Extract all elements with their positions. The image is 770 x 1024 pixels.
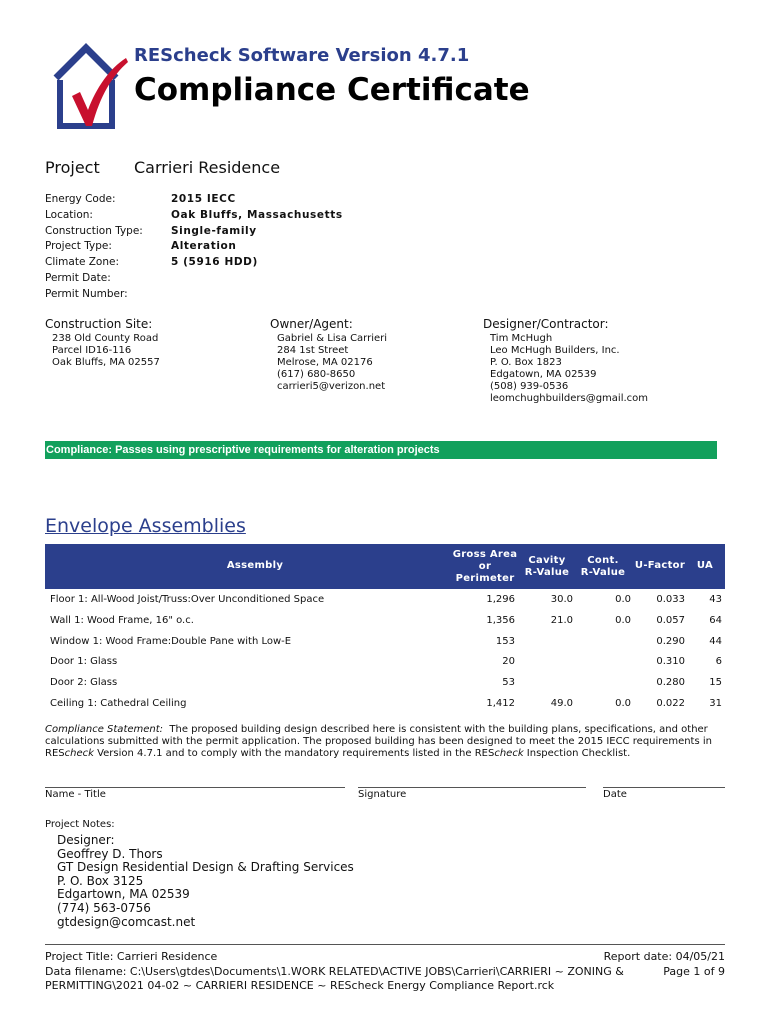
owner-agent-heading: Owner/Agent: — [270, 317, 353, 331]
info-row — [45, 225, 343, 241]
cell-ufactor: 0.310 — [656, 656, 685, 667]
address-line: (617) 680-8650 — [277, 369, 356, 380]
cell-assembly: Wall 1: Wood Frame, 16" o.c. — [50, 615, 194, 626]
info-value: 2015 IECC — [171, 193, 236, 205]
note-line: GT Design Residential Design & Drafting Services — [57, 860, 354, 875]
col-label-line: or — [478, 561, 492, 572]
cell-gross: 1,296 — [486, 594, 515, 605]
info-key: Construction Type: — [45, 224, 143, 237]
compliance-banner: Compliance: Passes using prescriptive requirements for alteration projects — [45, 441, 717, 459]
cell-assembly: Window 1: Wood Frame:Double Pane with Low-E — [50, 636, 292, 647]
cell-ufactor: 0.057 — [656, 615, 685, 626]
project-notes — [57, 834, 354, 929]
cell-cavity: 49.0 — [550, 698, 573, 709]
cell-gross: 153 — [495, 636, 515, 647]
address-line: 238 Old County Road — [52, 333, 159, 344]
cell-ufactor: 0.022 — [656, 698, 685, 709]
info-value: 5 (5916 HDD) — [171, 256, 258, 269]
address-line: Gabriel & Lisa Carrieri — [277, 333, 388, 344]
cell-ua: 15 — [709, 677, 722, 688]
address-line: (508) 939-0536 — [490, 381, 569, 392]
col-label-line: R-Value — [524, 567, 570, 578]
designer-contractor-heading: Designer/Contractor: — [483, 317, 609, 331]
info-row — [45, 256, 343, 272]
info-row — [45, 272, 343, 288]
address-line: Tim McHugh — [490, 333, 553, 344]
cell-cont: 0.0 — [615, 594, 631, 605]
cell-ufactor: 0.290 — [656, 636, 685, 647]
cell-cavity: 21.0 — [550, 615, 573, 626]
col-cavity-rvalue — [519, 555, 575, 579]
designer-contractor-address — [490, 333, 648, 405]
col-gross-area — [447, 549, 523, 585]
info-key: Location: — [45, 208, 93, 221]
cell-gross: 1,412 — [486, 698, 515, 709]
cell-ua: 6 — [715, 656, 722, 667]
cell-ufactor: 0.033 — [656, 594, 685, 605]
note-line: (774) 563-0756 — [57, 900, 151, 915]
col-label-line: R-Value — [580, 567, 626, 578]
page-title: Compliance Certificate — [134, 72, 530, 108]
cell-gross: 53 — [502, 677, 515, 688]
cell-cavity: 30.0 — [550, 594, 573, 605]
info-key: Project Type: — [45, 240, 112, 253]
info-row — [45, 209, 343, 225]
info-key: Permit Date: — [45, 271, 111, 284]
address-line: Edgatown, MA 02539 — [490, 369, 597, 380]
cell-cont: 0.0 — [615, 698, 631, 709]
col-label-line: Cavity — [528, 555, 566, 566]
col-label-line: Gross Area — [452, 549, 518, 560]
footer-page-number: Page 1 of 9 — [663, 965, 725, 978]
info-row — [45, 288, 343, 304]
address-line: leomchughbuilders@gmail.com — [490, 393, 649, 404]
col-label-line: Cont. — [587, 555, 619, 566]
rescheck-name-res: RES — [45, 748, 65, 759]
address-line: carrieri5@verizon.net — [277, 381, 386, 392]
name-title-line — [45, 787, 345, 788]
cell-gross: 1,356 — [486, 615, 515, 626]
envelope-table-header — [45, 544, 725, 589]
address-line: Parcel ID16-116 — [52, 345, 132, 356]
app-title: REScheck Software Version 4.7.1 — [134, 45, 470, 66]
note-line: Designer: — [57, 833, 115, 847]
col-cont-rvalue — [575, 555, 631, 579]
owner-agent-address — [277, 333, 387, 393]
cell-ua: 64 — [709, 615, 722, 626]
col-ua: UA — [696, 560, 714, 571]
construction-site-address — [52, 333, 160, 369]
col-label-line: Perimeter — [455, 573, 515, 584]
name-title-label: Name - Title — [45, 789, 106, 800]
rescheck-house-check-logo — [50, 40, 128, 130]
rescheck-name-res: RES — [474, 748, 495, 759]
project-notes-label: Project Notes: — [45, 819, 115, 830]
cell-ufactor: 0.280 — [656, 677, 685, 688]
footer-project-title: Project Title: Carrieri Residence — [45, 950, 218, 963]
note-line: Edgartown, MA 02539 — [57, 887, 190, 902]
table-row — [45, 590, 725, 611]
address-line: Oak Bluffs, MA 02557 — [52, 357, 160, 368]
info-value: Single-family — [171, 224, 257, 237]
project-label: Project — [45, 158, 100, 177]
address-line: P. O. Box 1823 — [490, 357, 562, 368]
cell-assembly: Ceiling 1: Cathedral Ceiling — [50, 698, 187, 709]
table-row — [45, 673, 725, 694]
project-info — [45, 193, 343, 304]
table-row — [45, 611, 725, 632]
address-line: Melrose, MA 02176 — [277, 357, 373, 368]
cell-cont: 0.0 — [615, 615, 631, 626]
cell-ua: 31 — [709, 698, 722, 709]
signature-label: Signature — [358, 789, 407, 800]
project-name: Carrieri Residence — [134, 158, 281, 177]
footer-filename: Data filename: C:\Users\gtdes\Documents\1.WORK RELATED\ACTIVE JOBS\Carrieri\CARRIERI ~ ZONING & PERMITTING\2021 04-02 ~ CARRIERI RESIDENCE ~ REScheck Energy Compliance Report.rck — [45, 965, 624, 992]
signature-line — [358, 787, 586, 788]
statement-text-2: Version 4.7.1 and to comply with the mandatory requirements listed in the — [93, 748, 475, 759]
rescheck-name-check: check — [494, 748, 524, 759]
cell-gross: 20 — [502, 656, 515, 667]
cell-assembly: Door 2: Glass — [50, 677, 118, 688]
footer-report-date: Report date: 04/05/21 — [603, 950, 725, 963]
rescheck-name-check: check — [64, 748, 94, 759]
statement-label: Compliance Statement: — [45, 724, 164, 735]
cell-ua: 44 — [709, 636, 722, 647]
date-line — [603, 787, 725, 788]
compliance-statement — [45, 724, 725, 760]
date-label: Date — [603, 789, 627, 800]
statement-text-3: Inspection Checklist. — [523, 748, 631, 759]
info-key: Permit Number: — [45, 287, 128, 300]
note-line: P. O. Box 3125 — [57, 873, 144, 888]
envelope-assemblies-title: Envelope Assemblies — [45, 515, 246, 537]
note-line: Geoffrey D. Thors — [57, 846, 163, 861]
col-assembly: Assembly — [226, 560, 284, 571]
cell-assembly: Door 1: Glass — [50, 656, 118, 667]
address-line: 284 1st Street — [277, 345, 349, 356]
cell-assembly: Floor 1: All-Wood Joist/Truss:Over Unconditioned Space — [50, 594, 325, 605]
info-row — [45, 193, 343, 209]
address-line: Leo McHugh Builders, Inc. — [490, 345, 620, 356]
cell-ua: 43 — [709, 594, 722, 605]
info-key: Energy Code: — [45, 193, 116, 205]
construction-site-heading: Construction Site: — [45, 317, 153, 331]
info-value: Oak Bluffs, Massachusetts — [171, 208, 343, 221]
table-row — [45, 632, 725, 653]
footer-divider — [45, 944, 725, 945]
statement-text-1: The proposed building design described here is consistent with the building plans, specifications, and other calculations submitted with the permit application. The proposed building has been designed to meet the 2015 IECC requirements in — [45, 724, 712, 747]
info-key: Climate Zone: — [45, 256, 120, 269]
table-row — [45, 652, 725, 673]
info-value: Alteration — [171, 240, 237, 253]
table-row — [45, 694, 725, 715]
note-line: gtdesign@comcast.net — [57, 914, 196, 929]
info-row — [45, 240, 343, 256]
col-ufactor: U-Factor — [634, 560, 686, 571]
